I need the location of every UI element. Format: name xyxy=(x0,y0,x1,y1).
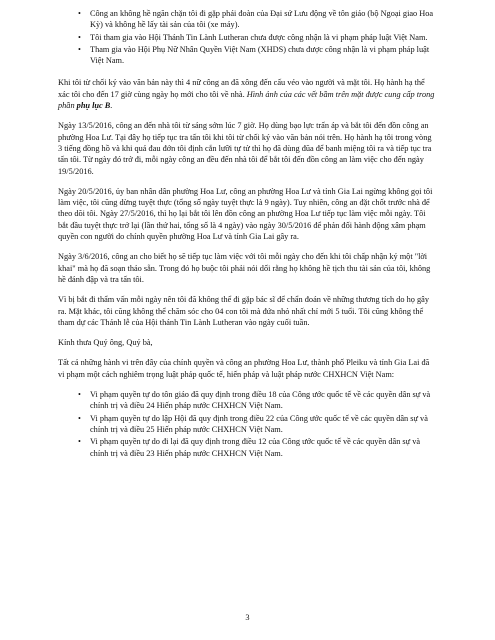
bullet-icon: • xyxy=(78,437,81,447)
paragraph-consequences: Vì bị bắt đi thẩm vấn mỗi ngày nên tôi đã không thể đi gặp bác sĩ để chẩn đoán về những thương tích do họ gây ra. Mặt khác, tôi cũng không thể chăm sóc cho 04 con tôi mà đứa nhỏ nhất chỉ mới 5 tuổi. Tôi cũng không thể tham dự các Thánh lễ của Hội thánh Tin Lành Lutheran vào ngày cuối tuần. xyxy=(58,295,429,327)
bullet-icon: • xyxy=(78,390,81,400)
appendix-reference: phụ lục B xyxy=(76,101,111,111)
bullet-icon: • xyxy=(78,9,81,18)
list-item: • Công an không hề ngăn chặn tôi đi gặp phái đoàn của Đại sứ Lưu động về tôn giáo (bộ Ngoại giao Hoa Kỳ) và không hề lấy tài sản của tôi (xe máy). xyxy=(78,9,434,30)
violation-list-top xyxy=(58,8,437,66)
list-item: • Vi phạm quyền tự do tôn giáo đã quy định trong điều 18 của Công ước quốc tế về các quyền dân sự và chính trị và điều 24 Hiến pháp nước CHXHCN Việt Nam. xyxy=(78,390,431,411)
paragraph-assault: Khi tôi từ chối ký vào văn bản này thì 4 nữ công an đã xông đến cấu véo vào người và mặt tôi. Họ hành hạ thể xác tôi cho đến 17 giờ cùng ngày họ mới cho tôi về nhà. Hình ảnh của các vết bầm trên mặt được cung cấp trong phần phụ lục B. xyxy=(58,78,435,111)
list-item: • Vi phạm quyền tự do lập Hội đã quy định trong điều 22 của Công ước quốc tế về các quyền dân sự và chính trị và điều 25 Hiến pháp nước CHXHCN Việt Nam. xyxy=(78,413,428,434)
paragraph-may-20: Ngày 20/5/2016, ủy ban nhân dân phường Hoa Lư, công an phường Hoa Lư và tỉnh Gia Lai ngừng không gọi tôi làm việc, tôi cũng dừng tuyệt thực (tổng số ngày tuyệt thực là 9 ngày). Tuy nhiên, công an đặt chốt trước nhà để theo dõi tôi. Ngày 27/5/2016, thì họ lại bắt tôi lên đồn công an phường Hoa Lư tiếp tục làm việc mỗi ngày. Tôi bắt đầu tuyệt thực trở lại (lần thứ hai, tổng số là 4 ngày) vào ngày 30/5/2016 để phản đối hành động xâm phạm quyền con người do chính quyền phường Hoa Lư và tỉnh Gia Lai gây ra. xyxy=(58,186,433,242)
bullet-icon: • xyxy=(78,413,81,423)
page-number: 3 xyxy=(245,613,250,622)
paragraph-may-13: Ngày 13/5/2016, công an đến nhà tôi từ sáng sớm lúc 7 giờ. Họ dùng bạo lực trấn áp và bắt tôi đến đồn công an phường Hoa Lư. Tại đây họ tiếp tục tra tấn tôi khi tôi từ chối ký vào văn bản nói trên. Họ hành hạ tôi trong vòng 3 tiếng đồng hồ và khi quá đau đớn tôi định cắn lưỡi tự tử thì họ đã dùng đũa để banh miệng tôi ra và tiếp tục tra tấn tôi. Từ ngày đó trở đi, mỗi ngày công an đều đến nhà tôi để bắt tôi đến đồn công an làm việc cho đến ngày 19/5/2016. xyxy=(58,121,432,176)
bullet-icon: • xyxy=(78,44,81,54)
violation-list-bottom xyxy=(58,389,437,459)
bullet-icon: • xyxy=(78,32,81,42)
list-item: • Tham gia vào Hội Phụ Nữ Nhân Quyền Việt Nam (XHDS) chưa được công nhận là vi phạm pháp luật Việt Nam. xyxy=(78,44,430,66)
paragraph-summary: Tất cả những hành vi trên đây của chính quyền và công an phường Hoa Lư, thành phố Pleiku và tỉnh Gia Lai đã vi phạm một cách nghiêm trọng luật pháp quốc tế, hiến pháp và luật pháp nước CHXHCN Việt Nam: xyxy=(58,358,430,379)
appendix-caption: Hình ảnh của các vết bầm trên mặt được cung cấp trong phần phụ lục B. xyxy=(58,89,435,111)
paragraph-june-3: Ngày 3/6/2016, công an cho biết họ sẽ tiếp tục làm việc với tôi mỗi ngày cho đến khi tôi chấp nhận ký một "lời khai" mà họ đã soạn thảo sẵn. Trong đó họ buộc tôi phải nói dối rằng họ không hề tịch thu tài sản của tôi, không hề đánh đập và tra tấn tôi. xyxy=(58,252,431,284)
list-item: • Vi phạm quyền tự do đi lại đã quy định trong điều 12 của Công ước quốc tế về các quyền dân sự và chính trị và điều 23 Hiến pháp nước CHXHCN Việt Nam. xyxy=(78,437,421,458)
salutation: Kính thưa Quý ông, Quý bà, xyxy=(58,338,153,348)
list-item: • Tôi tham gia vào Hội Thánh Tin Lành Lutheran chưa được công nhận là vi phạm pháp luật Việt Nam. xyxy=(78,32,428,42)
